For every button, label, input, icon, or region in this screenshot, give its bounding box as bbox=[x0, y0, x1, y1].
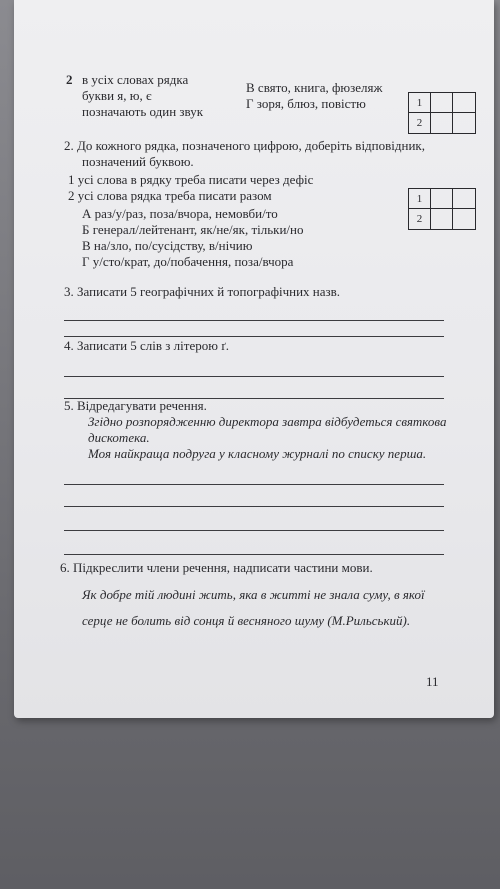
q4-answer-line-1[interactable] bbox=[64, 376, 444, 377]
q5-answer-line-4[interactable] bbox=[64, 554, 444, 555]
q2-options: 1 усі слова в рядку треба писати через дефіс 2 усі слова рядка треба писати разом bbox=[68, 172, 314, 203]
page-number: 11 bbox=[426, 674, 439, 689]
q6-sentence: Як добре тій людині жить, яка в житті не знала суму, в якої серце не болить від сонця й весняного шуму (М.Рильський). bbox=[82, 587, 425, 628]
prev-question-right: В свято, книга, фюзеляж Г зоря, блюз, повістю bbox=[246, 80, 383, 111]
q3-answer-line-1[interactable] bbox=[64, 320, 444, 321]
prev-question-left: в усіх словах рядка букви я, ю, є позначають один звук bbox=[82, 72, 204, 119]
q5-answer-line-1[interactable] bbox=[64, 484, 444, 485]
answer-grid-q2[interactable]: 1 2 bbox=[408, 188, 476, 230]
q2-title: 2. До кожного рядка, позначеного цифрою, доберіть відповідник, позначений буквою. bbox=[64, 138, 425, 169]
q2-answers: А раз/у/раз, поза/вчора, немовби/то Б генерал/лейтенант, як/не/як, тільки/но В на/зло, по/сусідству, в/нічию Г у/сто/крат, до/побачення, поза/вчора bbox=[82, 206, 304, 269]
prev-question-number: 2 bbox=[66, 72, 73, 87]
q6-title: 6. Підкреслити члени речення, надписати частини мови. bbox=[60, 560, 373, 575]
q5-answer-line-2[interactable] bbox=[64, 506, 444, 507]
q5-answer-line-3[interactable] bbox=[64, 530, 444, 531]
q5-title: 5. Відредагувати речення. bbox=[64, 398, 207, 413]
q3-title: 3. Записати 5 географічних й топографічних назв. bbox=[64, 284, 341, 299]
workbook-page bbox=[14, 0, 494, 718]
q3-answer-line-2[interactable] bbox=[64, 336, 444, 337]
q5-sentences: Згідно розпорядженню директора завтра відбудеться святкова дискотека. Моя найкраща подруга у класному журналі по списку перша. bbox=[88, 414, 447, 461]
q4-title: 4. Записати 5 слів з літерою ґ. bbox=[64, 338, 229, 353]
answer-grid-prev[interactable]: 1 2 bbox=[408, 92, 476, 134]
